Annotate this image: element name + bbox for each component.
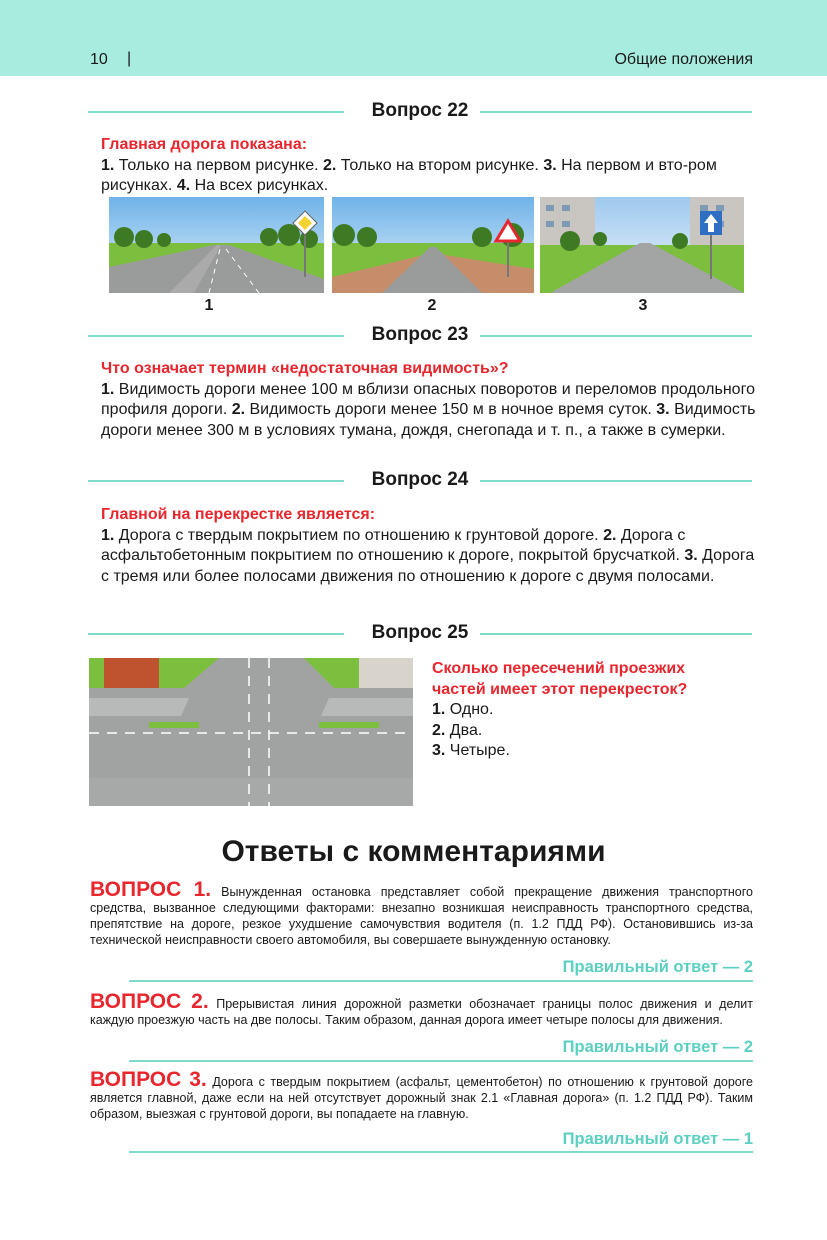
picture-road-1 — [109, 197, 324, 293]
question-25-heading — [88, 621, 752, 645]
question-25-title: Вопрос 25 — [371, 622, 469, 643]
answer-3 — [90, 1068, 753, 1122]
question-22-body: Главная дорога показана: 1. Только на первом рисунке. 2. Только на втором рисунке. 3. На первом и вто-ром рисунках. 4. На всех рисунках. — [101, 135, 756, 197]
question-25-body — [432, 659, 732, 762]
answer-3-divider — [129, 1151, 753, 1153]
answer-3-correct: Правильный ответ — 1 — [562, 1130, 753, 1148]
question-22-heading — [88, 99, 752, 123]
question-25-prompt: Сколько пересечений проезжих частей имеет этот перекресток? — [432, 660, 688, 698]
question-25-option-1: 1. Одно. — [432, 701, 494, 718]
question-25-option-2: 2. Два. — [432, 721, 483, 739]
answer-2-label: ВОПРОС 2. — [90, 990, 209, 1013]
question-24-body: Главной на перекрестке является: 1. Дорога с твердым покрытием по отношению к грунтовой дороге. 2. Дорога с асфальтобетонным покрытием по отношению к дороге, покрытой брусчаткой. 3. Дорога с тремя или более полосами движения по отношению к дороге с двумя полосами. — [101, 506, 755, 585]
header-separator: | — [127, 50, 132, 67]
question-24-heading — [88, 468, 752, 492]
question-24-prompt: Главной на перекрестке является: — [101, 506, 376, 523]
picture-caption-1: 1 — [204, 297, 214, 314]
answer-2-divider — [129, 1060, 753, 1062]
answer-2-correct: Правильный ответ — 2 — [562, 1038, 753, 1056]
picture-road-2 — [332, 197, 534, 293]
question-22-title: Вопрос 22 — [371, 100, 469, 121]
page-header — [0, 0, 827, 76]
answer-1 — [90, 878, 753, 948]
answer-1-divider — [129, 980, 753, 982]
question-23-prompt: Что означает термин «недостаточная видимость»? — [101, 360, 509, 377]
page-number: 10 — [90, 51, 108, 68]
answer-3-text: Дорога с твердым покрытием (асфальт, цементобетон) по отношению к грунтовой дороге является главной, даже если на ней отсутствует дорожный знак 2.1 «Главная дорога» (п. 1.2 ПДД РФ). Таким образом, выезжая с грунтовой дороги, вы попадаете на главную. — [90, 1075, 753, 1121]
question-24-title: Вопрос 24 — [371, 469, 469, 490]
picture-caption-2: 2 — [427, 297, 437, 314]
answer-2 — [90, 990, 753, 1028]
answer-3-label: ВОПРОС 3. — [90, 1068, 207, 1091]
question-23-body: Что означает термин «недостаточная видимость»? 1. Видимость дороги менее 100 м вблизи опасных поворотов и переломов продольного профиля дороги. 2. Видимость дороги менее 150 м в ночное время суток. 3. Видимость дороги менее 300 м в условиях тумана, дождя, снегопада и т. п., а также в сумерки. — [101, 360, 756, 439]
answer-1-text: Вынужденная остановка представляет собой прекращение движения транспортного средства, вызванное следующими факторами: внезапно возникшая неисправность транспортного средства, препятствие на дороге, резкое ухудшение самочувствия водителя (п. 1.2 ПДД РФ). Остановившись из-за технической неисправности своего автомобиля, вы совершаете вынужденную остановку. — [90, 885, 753, 947]
question-25-option-3: 3. Четыре. — [432, 742, 510, 759]
answer-1-label: ВОПРОС 1. — [90, 878, 212, 901]
picture-caption-3: 3 — [638, 297, 648, 314]
answers-title: Ответы с комментариями — [221, 835, 606, 868]
question-23-title: Вопрос 23 — [371, 324, 469, 345]
answer-1-correct: Правильный ответ — 2 — [562, 958, 753, 976]
picture-road-3 — [540, 197, 744, 293]
question-23-heading — [88, 323, 752, 347]
picture-intersection — [89, 658, 413, 806]
section-title: Общие положения — [614, 51, 753, 68]
question-22-prompt: Главная дорога показана: — [101, 136, 308, 153]
answer-2-text: Прерывистая линия дорожной разметки обозначает границы полос движения и делит каждую проезжую часть на две полосы. Таким образом, данная дорога имеет четыре полосы для движения. — [90, 997, 753, 1027]
